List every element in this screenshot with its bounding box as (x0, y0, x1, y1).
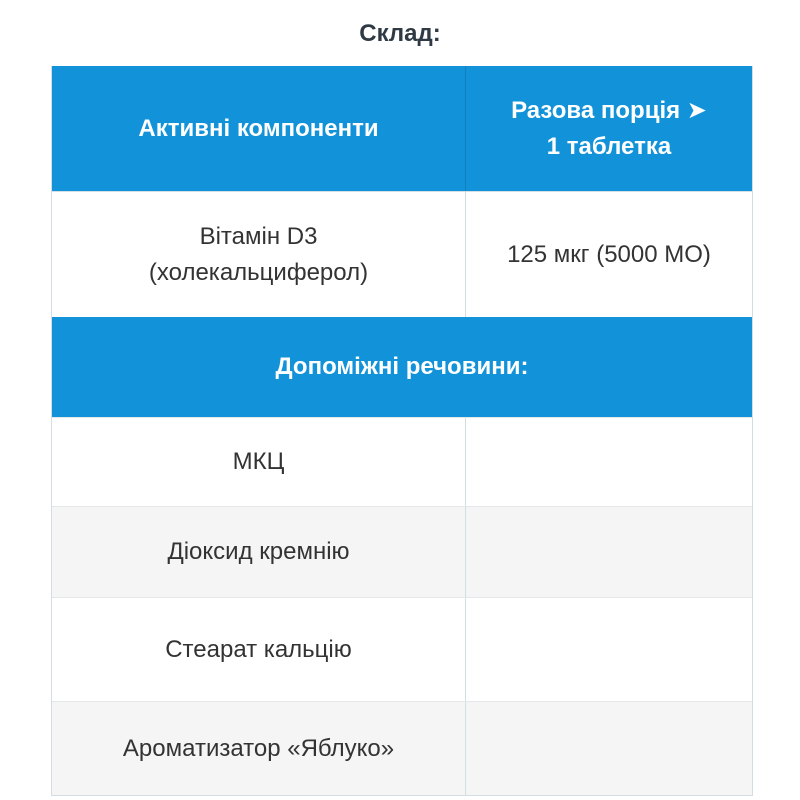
table-row (52, 597, 752, 701)
excipient-amount (465, 507, 752, 597)
table-row (52, 506, 752, 597)
excipients-header-row (52, 317, 752, 417)
excipient-amount (465, 598, 752, 701)
table-row (52, 417, 752, 506)
table-header-row (52, 66, 752, 191)
excipient-name: Ароматизатор «Яблуко» (122, 734, 395, 762)
composition-table (51, 66, 753, 796)
active-ingredient-name: Вітамін D3 (холекальциферол) (148, 222, 369, 286)
header-single-dose: Разова порція ➤ 1 таблетка (465, 66, 752, 191)
page-title: Склад: (359, 20, 441, 47)
excipient-amount (465, 418, 752, 506)
excipient-name: Діоксид кремнію (167, 538, 350, 565)
excipients-header: Допоміжні речовини: (275, 353, 529, 380)
active-ingredient-amount: 125 мкг (5000 МО) (465, 192, 752, 317)
table-row (52, 191, 752, 317)
header-active-components: Активні компоненти (138, 114, 379, 142)
table-row (52, 701, 752, 795)
excipient-name: Стеарат кальцію (165, 635, 352, 663)
excipient-name: МКЦ (232, 448, 285, 475)
excipient-amount (465, 702, 752, 795)
